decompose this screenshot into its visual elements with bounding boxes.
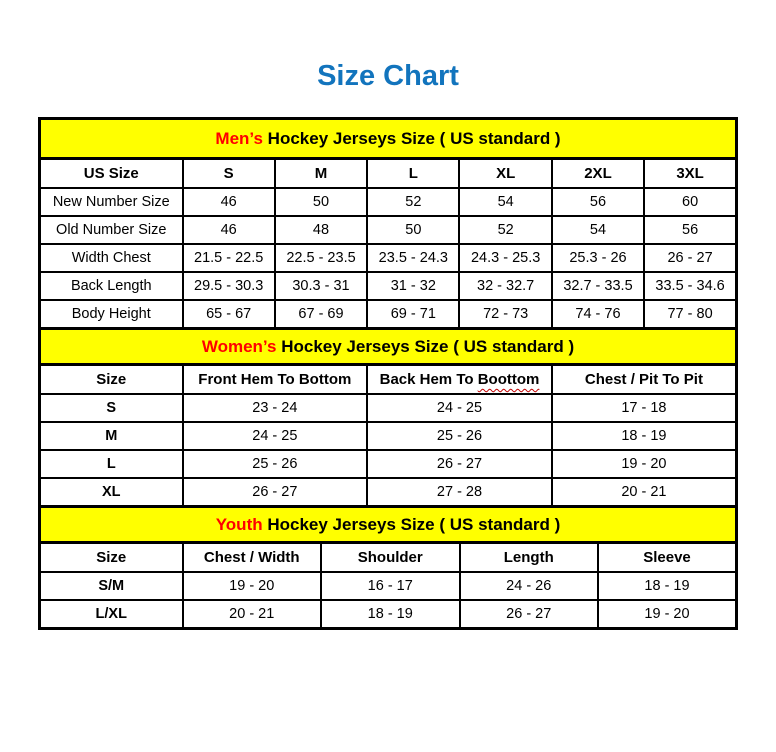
size-value-cell: 21.5 - 22.5 bbox=[183, 244, 275, 272]
size-value-cell: 77 - 80 bbox=[644, 300, 736, 329]
row-label: Body Height bbox=[40, 300, 183, 329]
column-header: Chest / Width bbox=[183, 543, 322, 573]
table-row bbox=[40, 216, 737, 244]
size-value-cell: 52 bbox=[367, 188, 459, 216]
column-header: US Size bbox=[40, 159, 183, 189]
table-row bbox=[40, 300, 737, 329]
section-title-prefix: Youth bbox=[215, 514, 263, 534]
size-value-cell: 19 - 20 bbox=[598, 600, 737, 629]
size-value-cell: 29.5 - 30.3 bbox=[183, 272, 275, 300]
row-label: L bbox=[40, 450, 183, 478]
size-value-cell: 22.5 - 23.5 bbox=[275, 244, 367, 272]
section-title-rest: Hockey Jerseys Size ( US standard ) bbox=[276, 336, 575, 356]
row-label: L/XL bbox=[40, 600, 183, 629]
size-value-cell: 18 - 19 bbox=[598, 572, 737, 600]
size-value-cell: 46 bbox=[183, 188, 275, 216]
size-value-cell: 65 - 67 bbox=[183, 300, 275, 329]
section-title-prefix: Women’s bbox=[201, 336, 277, 356]
size-value-cell: 33.5 - 34.6 bbox=[644, 272, 736, 300]
size-value-cell: 17 - 18 bbox=[552, 394, 737, 422]
row-label: Back Length bbox=[40, 272, 183, 300]
row-label: M bbox=[40, 422, 183, 450]
column-header: Back Hem To Boottom bbox=[367, 365, 552, 395]
table-row bbox=[40, 600, 737, 629]
column-header: Sleeve bbox=[598, 543, 737, 573]
size-chart bbox=[38, 117, 738, 630]
size-value-cell: 23.5 - 24.3 bbox=[367, 244, 459, 272]
column-header: Shoulder bbox=[321, 543, 460, 573]
size-value-cell: 24 - 26 bbox=[460, 572, 599, 600]
table-row bbox=[40, 422, 737, 450]
size-value-cell: 25.3 - 26 bbox=[552, 244, 644, 272]
size-value-cell: 31 - 32 bbox=[367, 272, 459, 300]
size-value-cell: 25 - 26 bbox=[183, 450, 368, 478]
size-value-cell: 30.3 - 31 bbox=[275, 272, 367, 300]
section-title bbox=[40, 329, 737, 365]
size-value-cell: 19 - 20 bbox=[183, 572, 322, 600]
size-value-cell: 54 bbox=[459, 188, 551, 216]
row-label: S bbox=[40, 394, 183, 422]
size-value-cell: 67 - 69 bbox=[275, 300, 367, 329]
table-row bbox=[40, 272, 737, 300]
size-value-cell: 27 - 28 bbox=[367, 478, 552, 507]
size-value-cell: 32 - 32.7 bbox=[459, 272, 551, 300]
table-row bbox=[40, 244, 737, 272]
section-title-prefix: Men’s bbox=[215, 128, 263, 148]
size-value-cell: 69 - 71 bbox=[367, 300, 459, 329]
size-value-cell: 16 - 17 bbox=[321, 572, 460, 600]
table-row bbox=[40, 188, 737, 216]
mens-size-table bbox=[38, 117, 738, 330]
table-row bbox=[40, 572, 737, 600]
size-value-cell: 18 - 19 bbox=[321, 600, 460, 629]
section-title-rest: Hockey Jerseys Size ( US standard ) bbox=[262, 514, 561, 534]
section-title bbox=[40, 507, 737, 543]
size-value-cell: 46 bbox=[183, 216, 275, 244]
table-row bbox=[40, 478, 737, 507]
column-header: XL bbox=[459, 159, 551, 189]
misspelled-word: Boottom bbox=[477, 371, 540, 388]
table-row bbox=[40, 394, 737, 422]
size-value-cell: 18 - 19 bbox=[552, 422, 737, 450]
youth-size-table bbox=[38, 505, 738, 630]
column-header: M bbox=[275, 159, 367, 189]
size-value-cell: 24.3 - 25.3 bbox=[459, 244, 551, 272]
size-value-cell: 24 - 25 bbox=[367, 394, 552, 422]
row-label: Old Number Size bbox=[40, 216, 183, 244]
section-title-rest: Hockey Jerseys Size ( US standard ) bbox=[262, 128, 561, 148]
column-header: 2XL bbox=[552, 159, 644, 189]
column-header: Size bbox=[40, 543, 183, 573]
size-value-cell: 56 bbox=[644, 216, 736, 244]
size-value-cell: 23 - 24 bbox=[183, 394, 368, 422]
table-row bbox=[40, 450, 737, 478]
size-value-cell: 26 - 27 bbox=[460, 600, 599, 629]
size-value-cell: 50 bbox=[367, 216, 459, 244]
size-value-cell: 32.7 - 33.5 bbox=[552, 272, 644, 300]
size-value-cell: 50 bbox=[275, 188, 367, 216]
row-label: S/M bbox=[40, 572, 183, 600]
womens-size-table bbox=[38, 327, 738, 508]
section-title bbox=[40, 119, 737, 159]
size-value-cell: 54 bbox=[552, 216, 644, 244]
size-value-cell: 19 - 20 bbox=[552, 450, 737, 478]
size-value-cell: 26 - 27 bbox=[644, 244, 736, 272]
row-label: New Number Size bbox=[40, 188, 183, 216]
row-label: Width Chest bbox=[40, 244, 183, 272]
size-value-cell: 48 bbox=[275, 216, 367, 244]
column-header: L bbox=[367, 159, 459, 189]
column-header: Size bbox=[40, 365, 183, 395]
size-value-cell: 20 - 21 bbox=[552, 478, 737, 507]
column-header: Length bbox=[460, 543, 599, 573]
column-header: Chest / Pit To Pit bbox=[552, 365, 737, 395]
size-value-cell: 52 bbox=[459, 216, 551, 244]
row-label: XL bbox=[40, 478, 183, 507]
column-header: Front Hem To Bottom bbox=[183, 365, 368, 395]
size-value-cell: 56 bbox=[552, 188, 644, 216]
size-value-cell: 24 - 25 bbox=[183, 422, 368, 450]
size-value-cell: 60 bbox=[644, 188, 736, 216]
page-title: Size Chart bbox=[317, 60, 459, 92]
column-header: S bbox=[183, 159, 275, 189]
size-value-cell: 74 - 76 bbox=[552, 300, 644, 329]
column-header: 3XL bbox=[644, 159, 736, 189]
size-value-cell: 20 - 21 bbox=[183, 600, 322, 629]
size-value-cell: 26 - 27 bbox=[183, 478, 368, 507]
size-value-cell: 72 - 73 bbox=[459, 300, 551, 329]
size-value-cell: 25 - 26 bbox=[367, 422, 552, 450]
size-value-cell: 26 - 27 bbox=[367, 450, 552, 478]
